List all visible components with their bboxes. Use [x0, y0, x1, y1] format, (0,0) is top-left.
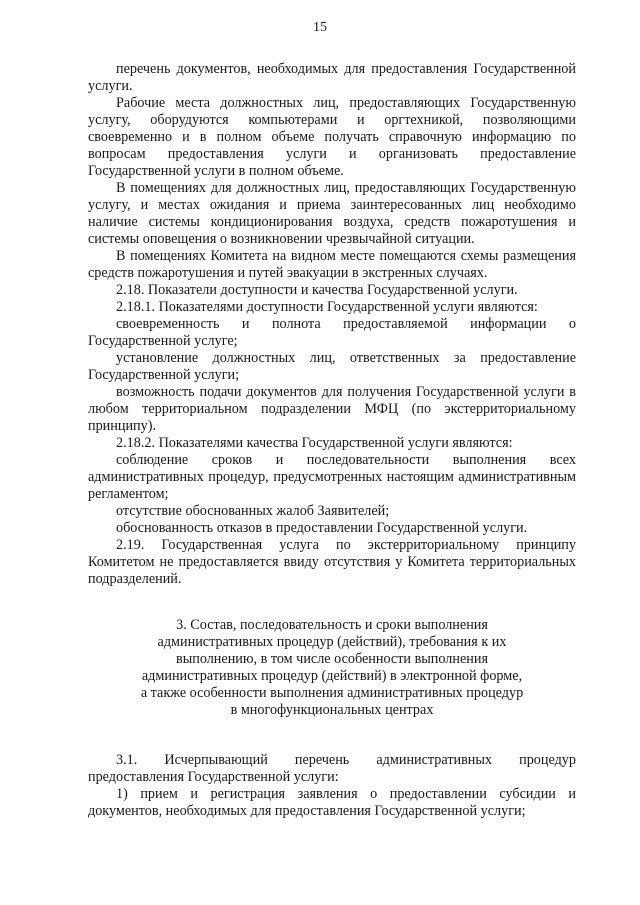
- paragraph: возможность подачи документов для получения Государственной услуги в любом территориальном подразделении МФЦ (по экстерриториальному принципу).: [88, 384, 576, 434]
- paragraph: 2.18. Показатели доступности и качества Государственной услуги.: [116, 282, 518, 298]
- paragraph: перечень документов, необходимых для предоставления Государственной услуги.: [88, 61, 576, 94]
- page-number: 15: [313, 20, 327, 35]
- document-body: [88, 61, 576, 820]
- paragraph: отсутствие обоснованных жалоб Заявителей;: [116, 503, 390, 519]
- section-heading-line: в многофункциональных центрах: [230, 702, 434, 718]
- paragraph: 2.18.1. Показателями доступности Государственной услуги являются:: [116, 299, 538, 315]
- paragraph: 2.18.2. Показателями качества Государственной услуги являются:: [116, 435, 513, 451]
- paragraph: своевременность и полнота предоставляемой информации о Государственной услуге;: [88, 316, 576, 349]
- paragraph: Рабочие места должностных лиц, предоставляющих Государственную услугу, оборудуются компьютерами и оргтехникой, позволяющими своевременно и в полном объеме получать справочную информацию по вопросам предоставления услуги и организовать предоставление Государственной услуги в полном объеме.: [88, 95, 576, 179]
- section-heading: [88, 617, 576, 719]
- section-heading-line: административных процедур (действий) в электронной форме,: [141, 668, 523, 684]
- paragraph: В помещениях Комитета на видном месте помещаются схемы размещения средств пожаротушения и путей эвакуации в экстренных случаях.: [88, 248, 576, 281]
- section-heading-line: административных процедур (действий), требования к их: [157, 634, 507, 650]
- section-heading-line: выполнению, в том числе особенности выполнения: [176, 651, 488, 667]
- paragraph: В помещениях для должностных лиц, предоставляющих Государственную услугу, и местах ожидания и приема заинтересованных лиц необходимо наличие системы кондиционирования воздуха, средств пожаротушения и системы оповещения о возникновении чрезвычайной ситуации.: [88, 180, 576, 247]
- paragraph: 1) прием и регистрация заявления о предоставлении субсидии и документов, необходимых для предоставления Государственной услуги;: [88, 786, 576, 819]
- paragraph: обоснованность отказов в предоставлении Государственной услуги.: [116, 520, 528, 536]
- paragraph: соблюдение сроков и последовательности выполнения всех административных процедур, предусмотренных настоящим административным регламентом;: [88, 452, 576, 502]
- section-heading-line: а также особенности выполнения административных процедур: [140, 685, 524, 701]
- paragraph: установление должностных лиц, ответственных за предоставление Государственной услуги;: [88, 350, 576, 383]
- paragraph: 2.19. Государственная услуга по экстерриториальному принципу Комитетом не предоставляется ввиду отсутствия у Комитета территориальных подразделений.: [88, 537, 576, 587]
- section-heading-line: 3. Состав, последовательность и сроки выполнения: [176, 617, 488, 633]
- paragraph: 3.1. Исчерпывающий перечень административных процедур предоставления Государственной услуги:: [88, 752, 576, 785]
